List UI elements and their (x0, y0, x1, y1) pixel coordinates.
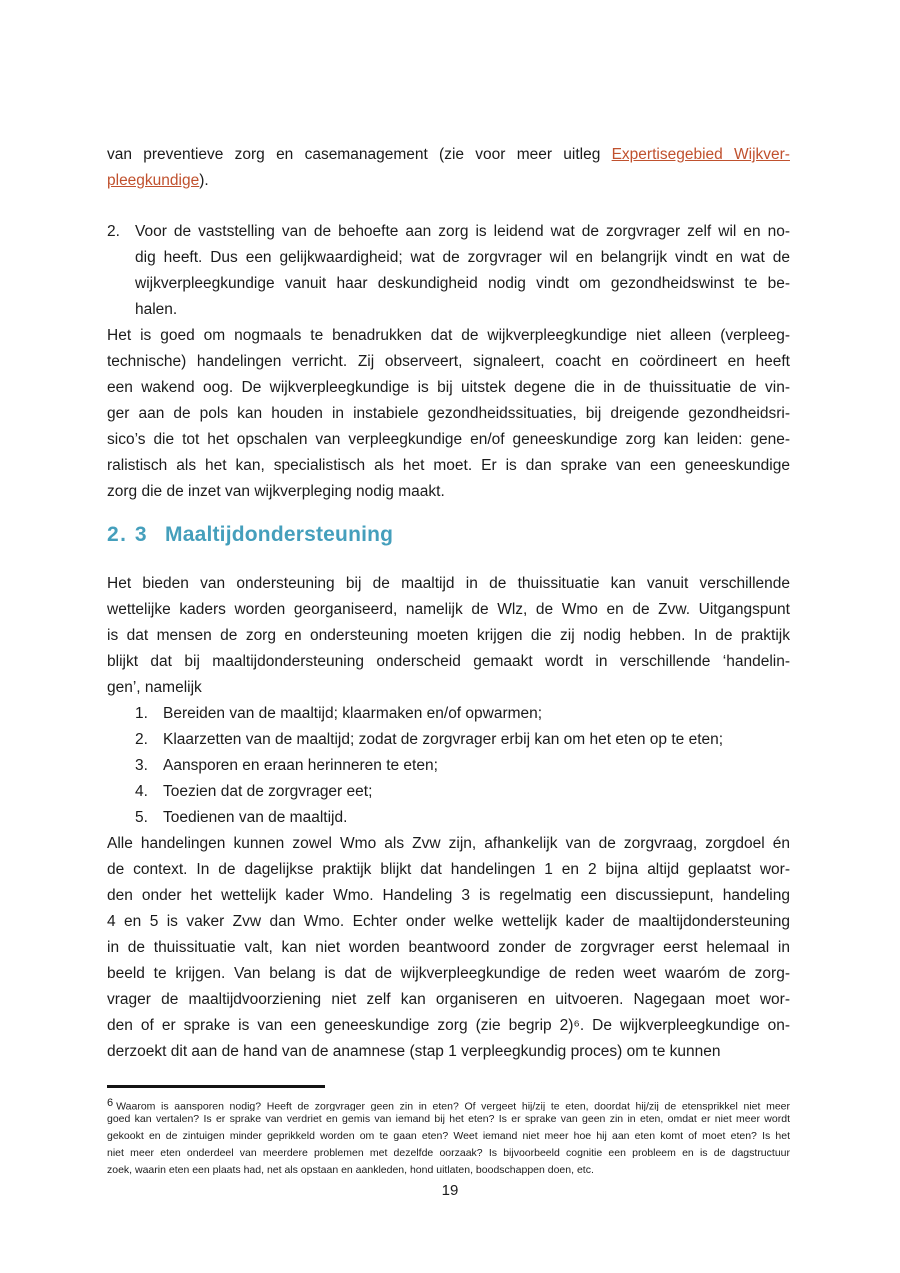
list-item-text: Klaarzetten van de maaltijd; zodat de zorgvrager erbij kan om het eten op te eten; (163, 731, 724, 748)
handelingen-list (107, 701, 790, 831)
list-item-text: Bereiden van de maaltijd; klaarmaken en/of opwarmen; (163, 705, 543, 722)
text-line: dig heeft. Dus een gelijkwaardigheid; wat de zorgvrager wil en belangrijk vindt en wat de (135, 249, 790, 266)
list-item (107, 805, 790, 831)
section-heading (107, 519, 790, 551)
list-item-number: 4. (135, 783, 148, 800)
intro-paragraph (107, 142, 790, 194)
list-item-number: 1. (135, 705, 148, 722)
section-title: Maaltijdondersteuning (165, 523, 394, 546)
page-content (107, 142, 790, 1179)
footnote-line: zoek, waarin eten een plaats had, net als opstaan en aankleden, hond uitlaten, boodschappen doen, etc. (107, 1164, 594, 1176)
list-item-text: Toedienen van de maaltijd. (163, 809, 348, 826)
list-item (107, 779, 790, 805)
footnote-text: Waarom is aansporen nodig? Heeft de zorgvrager geen zin in eten? Of vergeet hij/zij te eten, doordat hij/zij de etensprikkel niet meer (116, 1100, 790, 1111)
text-line: halen. (135, 301, 178, 318)
page-number: 19 (441, 1182, 459, 1199)
expertisegebied-wijkverpleegkundige-link-continuation[interactable]: pleegkundige (107, 172, 200, 189)
text-line: is dat mensen de zorg en ondersteuning moeten krijgen die zij nodig hebben. In de praktijk (107, 627, 790, 644)
list-item (107, 727, 790, 753)
text-line: den of er sprake is van een geneeskundige zorg (zie begrip 2)⁶. De wijkverpleegkundige on- (107, 1017, 790, 1034)
text-line: de context. In de dagelijkse praktijk blijkt dat handelingen 1 en 2 bijna altijd geplaatst wor- (107, 861, 790, 878)
numbered-item-2-text (135, 219, 790, 323)
footnote-marker: 6 (107, 1097, 114, 1109)
text-line: wijkverpleegkundige vanuit haar deskundigheid nodig vindt om gezondheidswinst te be- (135, 275, 790, 292)
text-line: beeld te krijgen. Van belang is dat de wijkverpleegkundige de reden weet waaróm de zorg- (107, 965, 790, 982)
text-line: Het is goed om nogmaals te benadrukken dat de wijkverpleegkundige niet alleen (verpleeg- (107, 327, 790, 344)
text-line: den onder het wettelijk kader Wmo. Handeling 3 is regelmatig een discussiepunt, handeling (107, 887, 790, 904)
text-line: vrager de maaltijdvoorziening niet zelf kan organiseren en uitvoeren. Nagegaan moet wor- (107, 991, 790, 1008)
text-line: gen’, namelijk (107, 679, 202, 696)
list-item (107, 753, 790, 779)
list-item-number: 5. (135, 809, 148, 826)
text-line: Het bieden van ondersteuning bij de maaltijd in de thuissituatie kan vanuit verschillende (107, 575, 790, 592)
section-number: 2. 3 (107, 523, 149, 546)
text-line: in de thuissituatie valt, kan niet worden beantwoord zonder de zorgvrager eerst helemaal in (107, 939, 790, 956)
text-line: 4 en 5 is vaker Zvw dan Wmo. Echter onder welke wettelijk kader de maaltijdondersteuning (107, 913, 790, 930)
text-line (107, 168, 790, 194)
intro-text: van preventieve zorg en casemanagement (zie voor meer uitleg (107, 146, 612, 163)
list-item-number: 2. (135, 731, 148, 748)
list-item-text: Aansporen en eraan herinneren te eten; (163, 757, 438, 774)
footnote-line: niet meer eten onderdeel van meerdere problemen met dezelfde oorzaak? Is bijvoorbeeld cognitie een probleem en is de dagstructuur (107, 1147, 790, 1159)
text-line: technische) handelingen verricht. Zij observeert, signaleert, coacht en coördineert en heeft (107, 353, 790, 370)
intro-text-after: ). (199, 172, 209, 189)
numbered-item-2 (107, 219, 790, 323)
text-line: Alle handelingen kunnen zowel Wmo als Zvw zijn, afhankelijk van de zorgvraag, zorgdoel én (107, 835, 790, 852)
text-line: Voor de vaststelling van de behoefte aan zorg is leidend wat de zorgvrager zelf wil en no- (135, 223, 790, 240)
list-item (107, 701, 790, 727)
text-line: ralistisch als het kan, specialistisch als het moet. Er is dan sprake van een geneeskundige (107, 457, 790, 474)
text-line: blijkt dat bij maaltijdondersteuning onderscheid gemaakt wordt in verschillende ‘handelin- (107, 653, 790, 670)
footnote-line: goed kan vertalen? Is er sprake van verdriet en gemis van iemand bij het eten? Is er sprake van geen zin in eten, omdat er niet meer wordt (107, 1113, 790, 1125)
paragraph-alle-handelingen (107, 831, 790, 1065)
text-line: zorg die de inzet van wijkverpleging nodig maakt. (107, 483, 445, 500)
footnote-separator (107, 1085, 325, 1088)
text-line: wettelijke kaders worden georganiseerd, namelijk de Wlz, de Wmo en de Zvw. Uitgangspunt (107, 601, 790, 618)
numbered-item-2-number: 2. (107, 223, 120, 240)
text-line: ger aan de pols kan houden in instabiele gezondheidssituaties, bij dreigende gezondheidsri- (107, 405, 790, 422)
text-line: derzoekt dit aan de hand van de anamnese (stap 1 verpleegkundig proces) om te kunnen (107, 1043, 721, 1060)
paragraph-bieden (107, 571, 790, 701)
list-item-text: Toezien dat de zorgvrager eet; (163, 783, 373, 800)
footnote-line: gekookt en de zintuigen minder geprikkeld worden om te gaan eten? Weet iemand niet meer hoe hij aan eten komt of moet eten? Is het (107, 1130, 790, 1142)
expertisegebied-wijkverpleegkundige-link[interactable]: Expertisegebied Wijkver- (611, 146, 790, 163)
text-line: een wakend oog. De wijkverpleegkundige is bij uitstek degene die in de thuissituatie de vin- (107, 379, 790, 396)
footnote-line (107, 1094, 790, 1111)
text-line (107, 142, 790, 168)
list-item-number: 3. (135, 757, 148, 774)
footnote (107, 1094, 790, 1179)
text-line: sico’s die tot het opschalen van verpleegkundige en/of geneeskundige zorg kan leiden: gene- (107, 431, 790, 448)
paragraph-wakend-oog (107, 323, 790, 505)
